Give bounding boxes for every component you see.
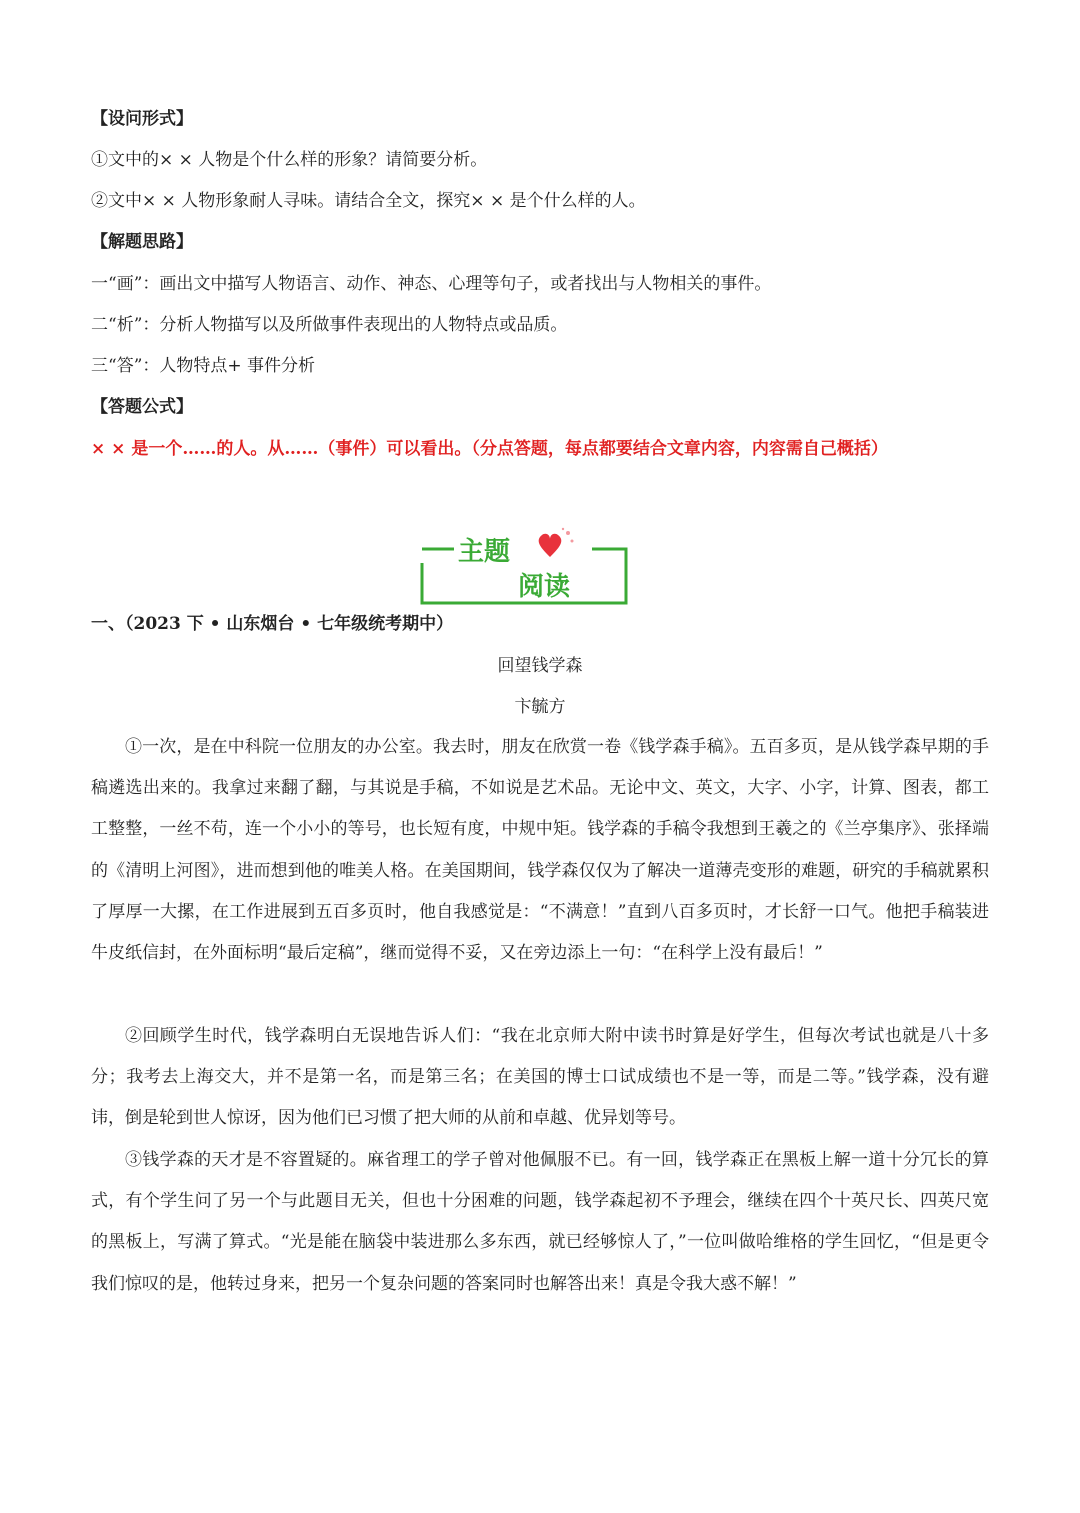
solution-step-1: 一“画”：画出文中描写人物语言、动作、神态、心理等句子，或者找出与人物相关的事件。 (91, 274, 772, 294)
banner-title-line-1: 主题 (458, 536, 511, 566)
solution-heading: 【解题思路】 (91, 232, 193, 252)
formula-heading: 【答题公式】 (91, 397, 193, 417)
article-paragraph-3: ③钱学森的天才是不容置疑的。麻省理工的学子曾对他佩服不已。有一回，钱学森正在黑板上解一道十分冗长的算式，有个学生问了另一个与此题目无关，但也十分困难的问题，钱学森起初不予理会，继续在四个十英尺长、四英尺宽的黑板上，写满了算式。“光是能在脑袋中装进那么多东西，就已经够惊人了，”一位叫做哈维格的学生回忆，“但是更令我们惊叹的是，他转过身来，把另一个复杂问题的答案同时也解答出来！真是令我大惑不解！” (91, 1150, 989, 1294)
question-form-item-1: ①文中的× × 人物是个什么样的形象？请简要分析。 (91, 150, 488, 170)
article-paragraph-2: ②回顾学生时代，钱学森明白无误地告诉人们：“我在北京师大附中读书时算是好学生，但每次考试也就是八十多分；我考去上海交大，并不是第一名，而是第三名；在美国的博士口试成绩也不是一等，而是二等。”钱学森，没有避讳，倒是轮到世人惊讶，因为他们已习惯了把大师的从前和卓越、优异划等号。 (91, 1026, 989, 1129)
question-form-item-2: ②文中× × 人物形象耐人寻味。请结合全文，探究× × 是个什么样的人。 (91, 191, 646, 211)
banner-frame (420, 527, 630, 607)
article-paragraph-1: ①一次，是在中科院一位朋友的办公室。我去时，朋友在欣赏一卷《钱学森手稿》。五百多页，是从钱学森早期的手稿遴选出来的。我拿过来翻了翻，与其说是手稿，不如说是艺术品。无论中文、英文，大字、小字，计算、图表，都工工整整，一丝不苟，连一个小小的等号，也长短有度，中规中矩。钱学森的手稿令我想到王羲之的《兰亭集序》、张择端的《清明上河图》，进而想到他的唯美人格。在美国期间，钱学森仅仅为了解决一道薄壳变形的难题，研究的手稿就累积了厚厚一大摞，在工作进展到五百多页时，他自我感觉是：“不满意！”直到八百多页时，才长舒一口气。他把手稿装进牛皮纸信封，在外面标明“最后定稿”，继而觉得不妥，又在旁边添上一句：“在科学上没有最后！” (91, 737, 989, 964)
exercise-source: 一、（2023 下 • 山东烟台 • 七年级统考期中） (91, 614, 454, 634)
article-author: 卞毓方 (514, 697, 566, 717)
heart-icon (539, 528, 574, 557)
theme-reading-banner (420, 527, 630, 607)
solution-step-2: 二“析”：分析人物描写以及所做事件表现出的人物特点或品质。 (91, 315, 568, 335)
solution-step-3: 三“答”：人物特点+ 事件分析 (91, 356, 316, 376)
article-title: 回望钱学森 (497, 656, 583, 676)
formula-text: × × 是一个……的人。从……（事件）可以看出。（分点答题，每点都要结合文章内容，内容需自己概括） (91, 439, 888, 459)
banner-title-line-2: 阅读 (518, 571, 571, 601)
question-form-heading: 【设问形式】 (91, 109, 193, 129)
